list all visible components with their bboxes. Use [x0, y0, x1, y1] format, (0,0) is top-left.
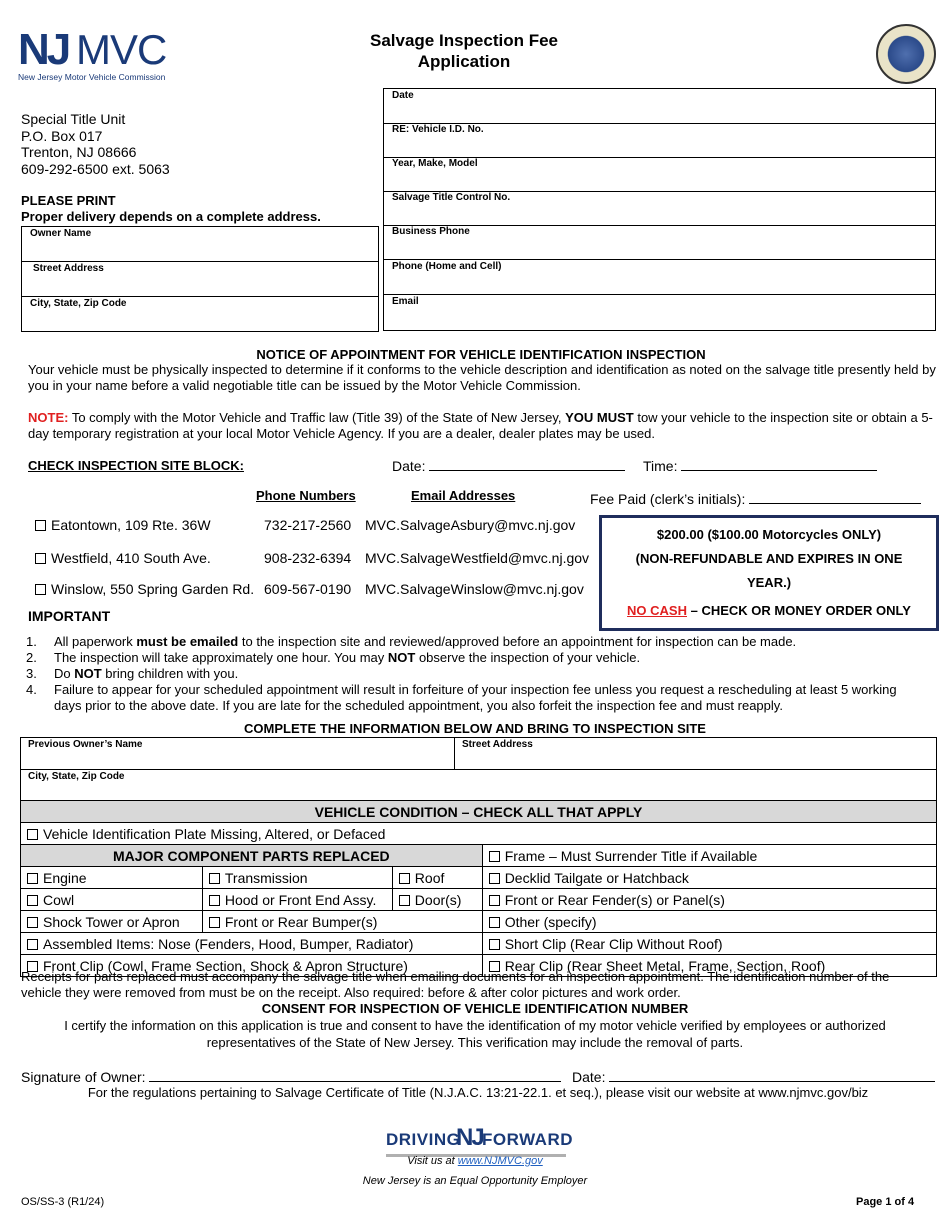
notice-text: Your vehicle must be physically inspected to determine if it conforms to the vehicle description and identification as noted on the salvage title presently held by you in your name before a valid negotiable title can be issued by the Motor Vehicle Commission. [28, 362, 936, 393]
hood-option[interactable] [202, 889, 392, 911]
address-line: Trenton, NJ 08666 [21, 144, 137, 160]
item-text: Do [54, 666, 75, 681]
roof-option[interactable] [392, 867, 482, 889]
option-label: Decklid Tailgate or Hatchback [504, 869, 689, 886]
checkbox[interactable] [489, 873, 500, 884]
site-name: Winslow, 550 Spring Garden Rd. [51, 581, 255, 597]
option-label: Door(s) [414, 891, 462, 908]
checkbox[interactable] [209, 917, 220, 928]
driving-forward-logo [386, 1124, 574, 1157]
other-option[interactable] [482, 911, 936, 933]
signature-label: Signature of Owner: [21, 1069, 146, 1085]
nj-logo-mark: NJ [456, 1124, 483, 1151]
please-print [21, 193, 321, 225]
option-label: Shock Tower or Apron [43, 913, 180, 930]
site-eatontown[interactable] [35, 517, 211, 533]
item-number: 4. [26, 682, 37, 697]
site-name: Eatontown, 109 Rte. 36W [51, 517, 211, 533]
notice-heading: NOTICE OF APPOINTMENT FOR VEHICLE IDENTIFICATION INSPECTION [256, 347, 706, 362]
field-label: Business Phone [392, 226, 470, 237]
option-label: Vehicle Identification Plate Missing, Altered, or Defaced [43, 825, 386, 842]
checkbox[interactable] [27, 939, 38, 950]
site-email[interactable]: MVC.SalvageWestfield@mvc.nj.gov [365, 550, 590, 566]
field-label: RE: Vehicle I.D. No. [392, 124, 484, 135]
address-line: P.O. Box 017 [21, 127, 103, 144]
note-text: tow your vehicle to the inspection site or obtain a 5-day temporary registration at your local Motor Vehicle Agency. If you are a dealer, dealer plates may be used. [28, 410, 933, 441]
option-label: Hood or Front End Assy. [224, 891, 377, 908]
checkbox[interactable] [27, 917, 38, 928]
list-item [26, 682, 916, 714]
item-text: to the inspection site and reviewed/approved before an appointment for inspection can be made. [238, 634, 797, 649]
home-phone-field[interactable] [384, 260, 935, 295]
option-label: Front or Rear Fender(s) or Panel(s) [504, 891, 725, 908]
bumper-option[interactable] [202, 911, 482, 933]
checkbox[interactable] [35, 553, 46, 564]
list-item [26, 666, 916, 682]
fender-option[interactable] [482, 889, 936, 911]
field-label: Email [392, 296, 419, 307]
owner-name-field[interactable] [22, 227, 378, 262]
logo-word: DRIVING [386, 1130, 461, 1149]
list-item [26, 634, 916, 650]
site-email[interactable]: MVC.SalvageAsbury@mvc.nj.gov [365, 517, 576, 533]
date-label: Date: [572, 1069, 606, 1085]
checkbox[interactable] [489, 939, 500, 950]
appointment-date[interactable] [392, 458, 625, 474]
business-phone-field[interactable] [384, 226, 935, 260]
please-print-heading: PLEASE PRINT [21, 193, 116, 208]
previous-street-field[interactable] [455, 738, 936, 770]
complete-heading: COMPLETE THE INFORMATION BELOW AND BRING TO INSPECTION SITE [244, 721, 706, 736]
item-number: 2. [26, 650, 37, 665]
item-text: The inspection will take approximately one hour. You may [54, 650, 388, 665]
field-label: Owner Name [30, 228, 92, 239]
item-emphasis: NOT [74, 666, 102, 681]
owner-signature[interactable] [21, 1069, 561, 1085]
checkbox[interactable] [27, 873, 38, 884]
phone-numbers-heading: Phone Numbers [256, 488, 356, 503]
appointment-time[interactable] [643, 458, 877, 474]
note-emphasis: YOU MUST [565, 410, 634, 425]
field-label: Year, Make, Model [392, 158, 478, 169]
cowl-option[interactable] [21, 889, 203, 911]
page-number: Page 1 of 4 [856, 1196, 915, 1208]
major-parts-heading: MAJOR COMPONENT PARTS REPLACED [21, 845, 483, 867]
logo-word: FORWARD [482, 1130, 574, 1149]
item-emphasis: NOT [387, 650, 416, 665]
payment-method: – CHECK OR MONEY ORDER ONLY [687, 603, 911, 618]
fee-amount: $200.00 ($100.00 Motorcycles ONLY) [656, 527, 882, 542]
title-control-field[interactable] [384, 192, 935, 226]
njmvc-logo [18, 22, 168, 82]
owner-street-field[interactable] [22, 262, 378, 297]
doors-option[interactable] [392, 889, 482, 911]
option-label: Short Clip (Rear Clip Without Roof) [504, 935, 723, 952]
decklid-option[interactable] [482, 867, 936, 889]
page-title [300, 30, 628, 72]
short-clip-option[interactable] [482, 933, 936, 955]
field-label: Salvage Title Control No. [392, 192, 511, 203]
assembled-option[interactable] [21, 933, 483, 955]
checkbox[interactable] [27, 829, 38, 840]
site-phone: 908-232-6394 [264, 550, 352, 566]
field-label: Date [392, 90, 414, 101]
fee-box [599, 515, 939, 631]
regulations-note: For the regulations pertaining to Salvage Certificate of Title (N.J.A.C. 13:21-22.1. et seq.), please visit our website at www.njmvc.gov/biz [87, 1085, 869, 1100]
website-link[interactable]: www.NJMVC.gov [457, 1155, 543, 1167]
visit-label: Visit us at [407, 1155, 458, 1167]
receipts-note: Receipts for parts replaced must accompany the salvage title when emailing documents for an inspection appointment. The identification number of the vehicle they were removed from must be on the receipt. Also required: before & after color pictures and work order. [21, 969, 890, 1000]
fee-paid-label: Fee Paid (clerk’s initials): [590, 491, 746, 507]
option-label: Front Clip (Cowl, Frame Section, Shock & Apron Structure) [43, 957, 408, 974]
vehicle-condition-table [20, 800, 937, 977]
equal-opportunity: New Jersey is an Equal Opportunity Employer [362, 1175, 588, 1187]
visit-us [0, 1155, 950, 1167]
owner-city-field[interactable] [22, 297, 378, 331]
note-text: To comply with the Motor Vehicle and Traffic law (Title 39) of the State of New Jersey, [68, 410, 566, 425]
site-winslow[interactable] [35, 581, 254, 597]
checkbox[interactable] [209, 895, 220, 906]
email-field[interactable] [384, 295, 935, 330]
previous-owner-box [20, 737, 937, 802]
item-text: Failure to appear for your scheduled appointment will result in forfeiture of your inspection fee unless you request a rescheduling at least 5 working days prior to the above date. If you are late for the scheduled appointment, you also forfeit the inspection fee and must reapply. [54, 682, 897, 713]
state-seal-icon [876, 24, 936, 84]
option-label: Front or Rear Bumper(s) [224, 913, 378, 930]
checkbox[interactable] [489, 895, 500, 906]
logo-subtitle: New Jersey Motor Vehicle Commission [18, 72, 166, 82]
item-text: bring children with you. [101, 666, 239, 681]
list-item [26, 650, 916, 666]
site-block-heading: CHECK INSPECTION SITE BLOCK: [28, 458, 244, 473]
plate-option[interactable] [21, 823, 937, 845]
checkbox[interactable] [35, 584, 46, 595]
field-label: Phone (Home and Cell) [392, 261, 502, 272]
signature-date[interactable] [572, 1069, 935, 1085]
checkbox[interactable] [27, 895, 38, 906]
option-label: Transmission [224, 869, 308, 886]
condition-heading: VEHICLE CONDITION – CHECK ALL THAT APPLY [21, 801, 937, 823]
item-emphasis: must be emailed [136, 634, 239, 649]
previous-owner-field[interactable] [21, 738, 455, 770]
field-label: Previous Owner’s Name [28, 739, 143, 750]
fee-terms: YEAR.) [746, 575, 792, 590]
field-label: Street Address [462, 739, 533, 750]
option-label: Rear Clip (Rear Sheet Metal, Frame, Section, Roof) [504, 957, 826, 974]
option-label: Engine [43, 869, 87, 886]
year-make-model-field[interactable] [384, 158, 935, 192]
title-line-2: Application [417, 52, 511, 71]
engine-option[interactable] [21, 867, 203, 889]
site-phone: 732-217-2560 [264, 517, 352, 533]
site-westfield[interactable] [35, 550, 211, 566]
option-label: Cowl [43, 891, 75, 908]
important-heading: IMPORTANT [28, 608, 111, 624]
site-email[interactable]: MVC.SalvageWinslow@mvc.nj.gov [365, 581, 584, 597]
fee-paid[interactable] [590, 491, 921, 507]
checkbox[interactable] [399, 873, 410, 884]
vehicle-info-box [383, 88, 936, 331]
address-line: Special Title Unit [21, 111, 126, 127]
checkbox[interactable] [489, 851, 500, 862]
field-label: Street Address [33, 263, 104, 274]
option-label: Frame – Must Surrender Title if Available [504, 847, 758, 864]
checkbox[interactable] [489, 917, 500, 928]
transmission-option[interactable] [202, 867, 392, 889]
checkbox[interactable] [399, 895, 410, 906]
note-paragraph [28, 410, 942, 442]
vehicle-id-field[interactable] [384, 124, 935, 158]
address-phone: 609-292-6500 ext. 5063 [21, 160, 170, 177]
option-label: Roof [414, 869, 445, 886]
option-label: Other (specify) [504, 913, 597, 930]
mailing-address [21, 111, 170, 177]
item-number: 3. [26, 666, 37, 681]
title-line-1: Salvage Inspection Fee [369, 31, 558, 50]
please-print-note: Proper delivery depends on a complete address. [21, 209, 321, 224]
previous-city-field[interactable] [21, 770, 936, 801]
owner-info-box [21, 226, 379, 332]
item-text: All paperwork [54, 634, 137, 649]
shock-option[interactable] [21, 911, 203, 933]
time-label: Time: [643, 458, 678, 474]
consent-text: I certify the information on this application is true and consent to have the identification of my motor vehicle verified by employees or authorized representatives of the State of New Jersey. This verification may include the removal of parts. [64, 1018, 886, 1050]
email-addresses-heading: Email Addresses [411, 488, 516, 503]
field-label: City, State, Zip Code [28, 771, 125, 782]
checkbox[interactable] [35, 520, 46, 531]
item-text: observe the inspection of your vehicle. [415, 650, 641, 665]
option-label: Assembled Items: Nose (Fenders, Hood, Bumper, Radiator) [43, 935, 414, 952]
nj-logo-mark: NJ [18, 25, 69, 74]
date-label: Date: [392, 458, 426, 474]
date-field[interactable] [384, 89, 935, 124]
site-phone: 609-567-0190 [264, 581, 352, 597]
no-cash-label: NO CASH [627, 603, 687, 618]
item-number: 1. [26, 634, 37, 649]
checkbox[interactable] [209, 873, 220, 884]
frame-option[interactable] [482, 845, 936, 867]
fee-terms: (NON-REFUNDABLE AND EXPIRES IN ONE [635, 551, 903, 566]
consent-heading: CONSENT FOR INSPECTION OF VEHICLE IDENTIFICATION NUMBER [261, 1001, 689, 1016]
site-name: Westfield, 410 South Ave. [51, 550, 211, 566]
field-label: City, State, Zip Code [30, 298, 127, 309]
form-number: OS/SS-3 (R1/24) [21, 1196, 105, 1208]
note-label: NOTE: [28, 410, 69, 425]
important-list [26, 634, 916, 714]
mvc-logo-text: MVC [76, 26, 167, 73]
